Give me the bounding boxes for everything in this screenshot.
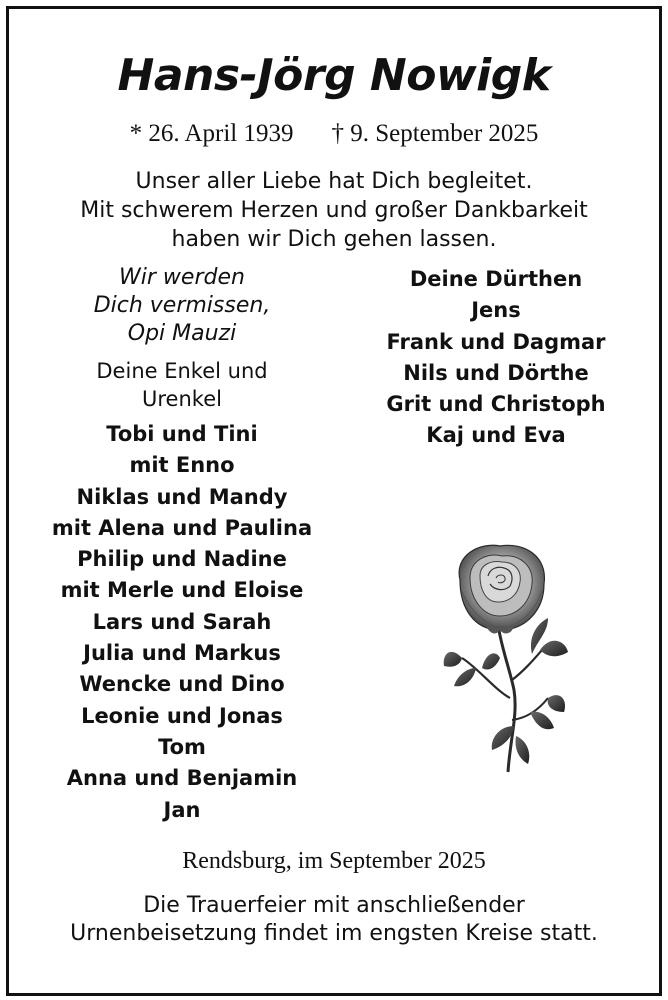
mourner-name: Jan (163, 797, 201, 822)
italic-line: Dich vermissen, (93, 293, 271, 318)
verse (0, 167, 668, 254)
place-and-date: Rendsburg, im September 2025 (182, 848, 486, 874)
birth-date: * 26. April 1939 (129, 120, 294, 147)
mourner-name: Wencke und Dino (79, 672, 285, 697)
mourner-name: Leonie und Jonas (81, 703, 283, 728)
mourner-name: Tobi und Tini (106, 422, 258, 446)
grandchildren-list (22, 419, 342, 826)
deceased-name: Hans-Jörg Nowigk (117, 50, 551, 101)
mourner-name: Grit und Christoph (386, 392, 606, 417)
funeral-notice (0, 892, 668, 948)
mourner-name: Anna und Benjamin (66, 766, 298, 791)
mourner-name: Tom (158, 734, 206, 759)
mourner-name: Frank und Dagmar (386, 329, 606, 354)
mourner-name: Nils und Dörthe (403, 360, 589, 385)
notice-line: Urnenbeisetzung findet im engsten Kreise statt. (70, 921, 598, 946)
mourner-name: Philip und Nadine (77, 547, 287, 572)
mourner-name: Jens (471, 298, 521, 323)
italic-line: Opi Mauzi (127, 321, 237, 346)
left-column (22, 264, 342, 826)
mourner-name: Kaj und Eva (426, 423, 566, 448)
grandchildren-intro (22, 357, 342, 413)
verse-line: haben wir Dich gehen lassen. (171, 227, 497, 252)
right-column (356, 264, 636, 452)
notice-line: Die Trauerfeier mit anschließender (143, 893, 525, 918)
verse-line: Mit schwerem Herzen und großer Dankbarkeit (80, 198, 588, 223)
verse-line: Unser aller Liebe hat Dich begleitet. (135, 169, 533, 194)
mourner-name: Deine Dürthen (409, 267, 583, 291)
italic-line: Wir werden (119, 265, 245, 290)
mourner-name: Niklas und Mandy (76, 484, 288, 509)
intro-line: Urenkel (142, 387, 222, 411)
mourner-name: Lars und Sarah (92, 609, 272, 634)
intro-line: Deine Enkel und (96, 359, 268, 383)
mourner-name: mit Alena und Paulina (51, 515, 313, 540)
mourner-name: Julia und Markus (83, 641, 281, 666)
rose-icon (440, 540, 570, 775)
life-dates (0, 120, 668, 148)
farewell-italic (22, 264, 342, 348)
mourner-name: mit Merle und Eloise (60, 578, 304, 603)
mourner-name: mit Enno (129, 453, 235, 478)
death-date: † 9. September 2025 (331, 120, 539, 147)
